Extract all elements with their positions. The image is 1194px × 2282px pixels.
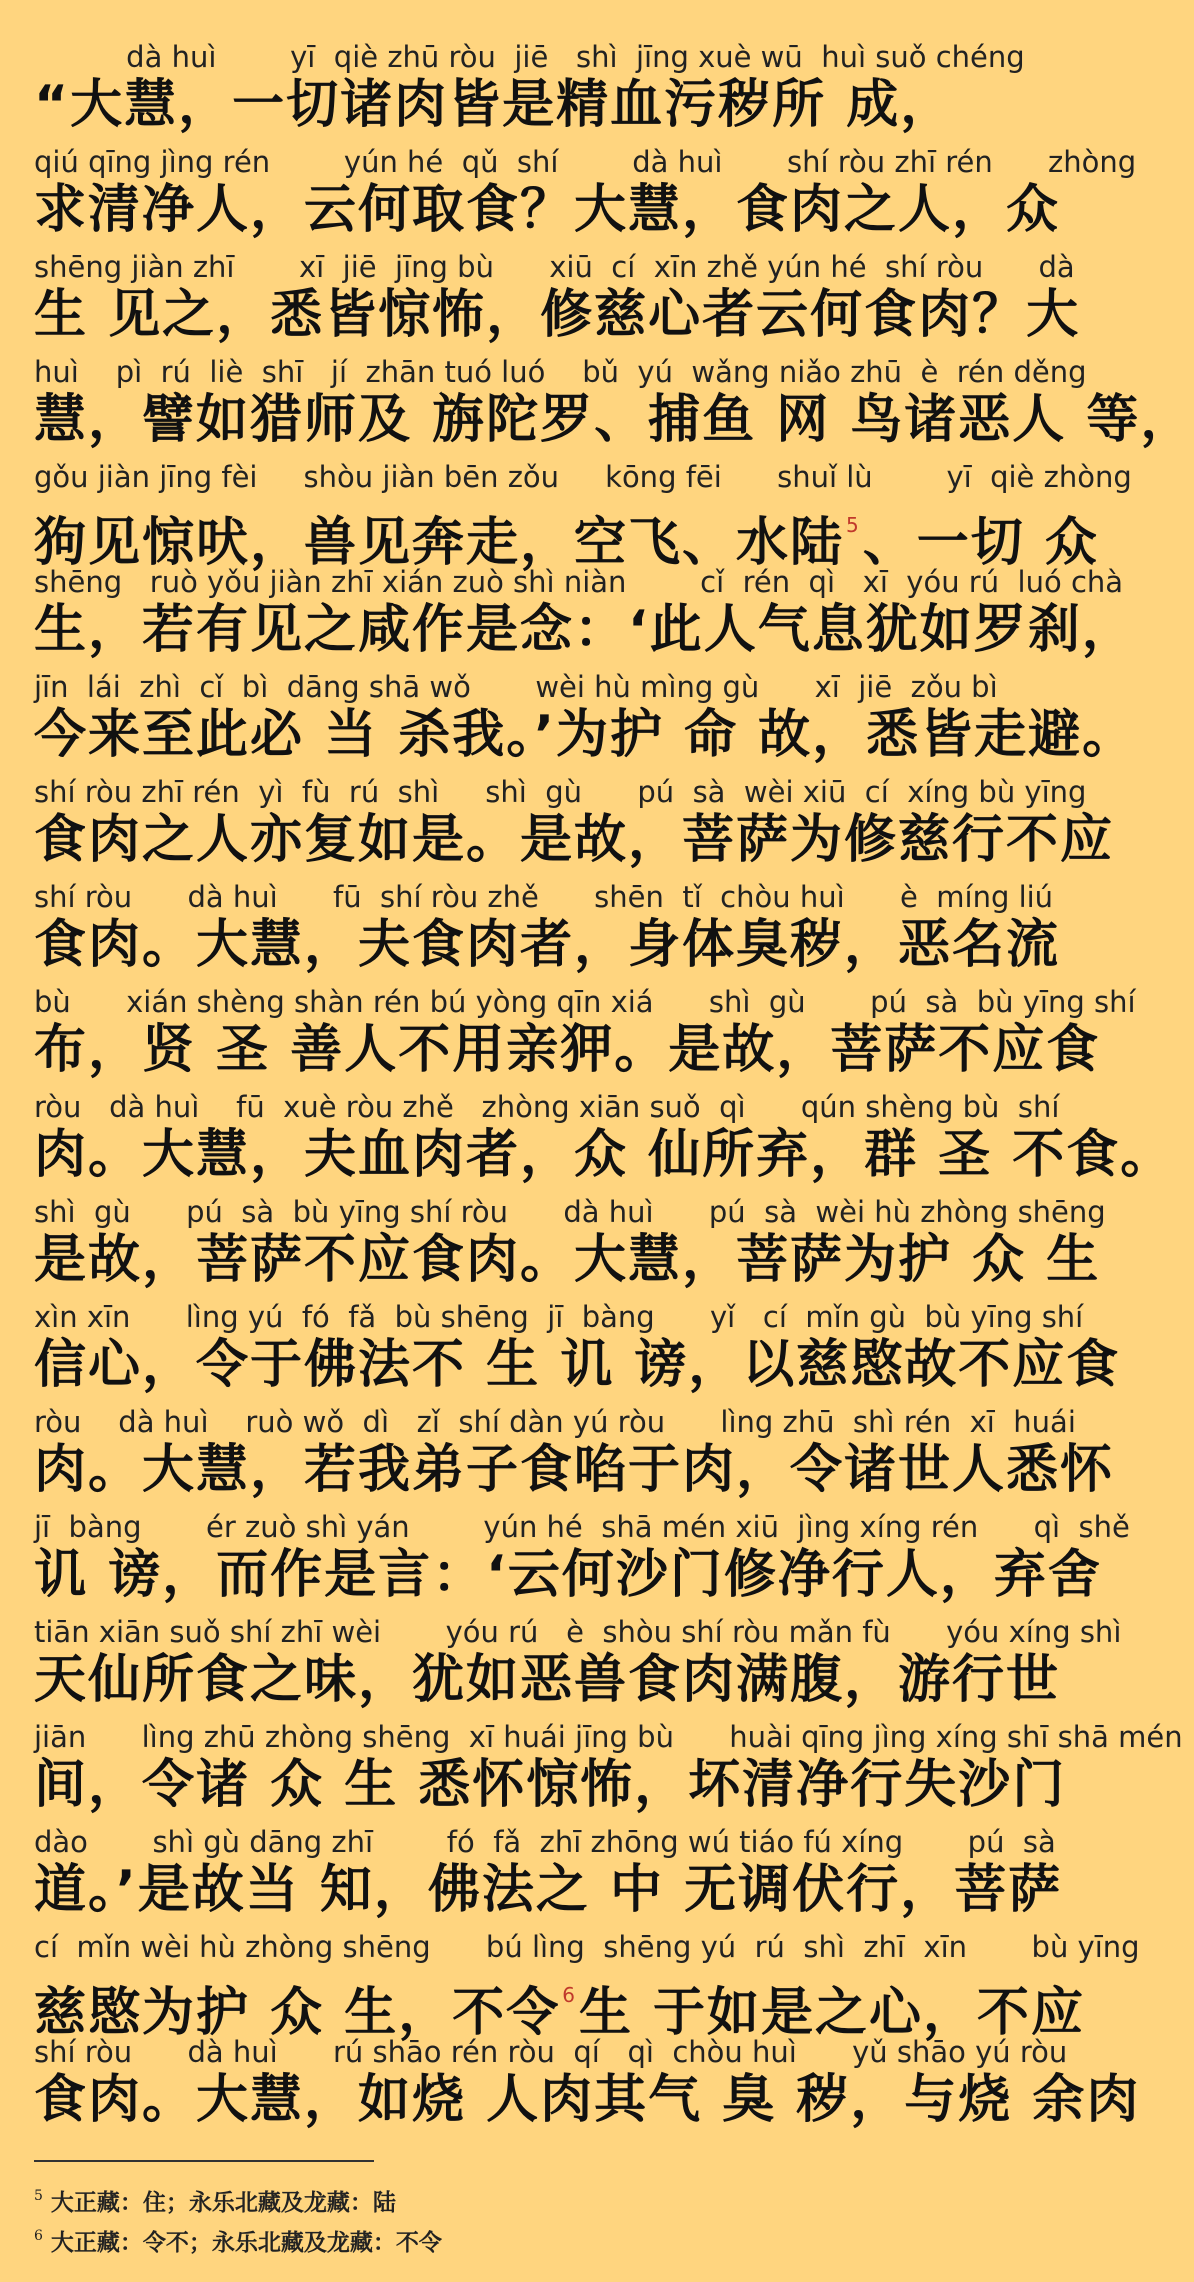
pinyin-row: xìn xīn lìng yú fó fǎ bù shēng jī bàng yǐ cí mǐn gù bù yīng shí [34,1300,1084,1334]
verse-line [34,250,1081,355]
hanzi-text: 生，若有见之咸作是念：‘此人气息犹如罗刹， [34,600,1136,660]
pinyin-row: bù xián shèng shàn rén bú yòng qīn xiá shì gù pú sà bù yīng shí [34,985,1136,1019]
verse-line [34,1300,1121,1405]
hanzi-row [34,1754,1067,1816]
pinyin-row: jī bàng ér zuò shì yán yún hé shā mén xiū jìng xíng rén qì shě [34,1510,1130,1544]
pinyin-row: cí mǐn wèi hù zhòng shēng bú lìng shēng yú rú shì zhī xīn bù yīng [34,1930,1140,1964]
footnote-5 [34,2176,1034,2216]
footnote-text: 大正藏：令不；永乐北藏及龙藏：不令 [50,2229,442,2256]
hanzi-row [34,1019,1101,1081]
verse-line [34,2035,1141,2140]
hanzi-row [34,599,1136,661]
verse-line [34,880,1061,985]
verse-line [34,40,1054,145]
hanzi-text-tail: 生 于如是之心，不应 [578,1983,1086,2043]
verse-line [34,355,1194,460]
hanzi-text: 生 见之，悉皆惊怖，修慈心者云何食肉？大 [34,285,1081,345]
hanzi-text-tail: 、一切 众 [862,513,1099,573]
footnote-divider [34,2160,374,2162]
hanzi-row [34,809,1115,871]
verse-line [34,985,1136,1090]
pinyin-row: shēng jiàn zhī xī jiē jīng bù xiū cí xīn zhě yún hé shí ròu dà [34,250,1075,284]
footnotes [34,2160,1034,2256]
verse-line [34,670,1137,775]
hanzi-text: 布，贤 圣 善人不用亲狎。是故，菩萨不应食 [34,1020,1101,1080]
hanzi-row [34,914,1061,976]
pinyin-row: gǒu jiàn jīng fèi shòu jiàn bēn zǒu kōng fēi shuǐ lù yī qiè zhòng [34,460,1132,494]
pinyin-row: ròu dà huì ruò wǒ dì zǐ shí dàn yú ròu lìng zhū shì rén xī huái [34,1405,1076,1439]
verse-line [34,1195,1106,1300]
hanzi-row [34,1124,1175,1186]
pinyin-row: jīn lái zhì cǐ bì dāng shā wǒ wèi hù mìng gù xī jiē zǒu bì [34,670,998,704]
pinyin-row: ròu dà huì fū xuè ròu zhě zhòng xiān suǒ qì qún shèng bù shí [34,1090,1060,1124]
footnote-mark: 5 [34,2188,43,2204]
hanzi-text: 天仙所食之味，犹如恶兽食肉满腹，游行世 [34,1650,1061,1710]
footnote-6 [34,2216,1034,2256]
hanzi-text: 间，令诸 众 生 悉怀惊怖，坏清净行失沙门 [34,1755,1067,1815]
hanzi-row [34,1334,1121,1396]
hanzi-text: “大慧，一切诸肉皆是精血污秽所 成， [34,75,955,135]
hanzi-row [34,74,1054,136]
pinyin-row: shí ròu dà huì fū shí ròu zhě shēn tǐ chòu huì è míng liú [34,880,1054,914]
verse-line [34,1825,1063,1930]
footnote-text: 大正藏：住；永乐北藏及龙藏：陆 [50,2189,396,2216]
hanzi-text: 信心，令于佛法不 生 讥 谤，以慈愍故不应食 [34,1335,1121,1395]
verse-line [34,1405,1115,1510]
hanzi-row [34,1229,1101,1291]
hanzi-text: 今来至此必 当 杀我。’为护 命 故，悉皆走避。 [34,705,1137,765]
hanzi-row [34,1439,1115,1501]
hanzi-row [34,1964,1086,2043]
hanzi-row [34,179,1061,241]
verse-line [34,565,1136,670]
hanzi-row [34,1859,1063,1921]
pinyin-row: shí ròu dà huì rú shāo rén ròu qí qì chòu huì yǔ shāo yú ròu [34,2035,1068,2069]
verse-line [34,1720,1183,1825]
footnote-reference: 5 [846,513,861,537]
verse-line [34,1615,1122,1720]
verse-line [34,1090,1175,1195]
pinyin-row: shì gù pú sà bù yīng shí ròu dà huì pú sà wèi hù zhòng shēng [34,1195,1106,1229]
pinyin-row: tiān xiān suǒ shí zhī wèi yóu rú è shòu shí ròu mǎn fù yóu xíng shì [34,1615,1122,1649]
pinyin-row: qiú qīng jìng rén yún hé qǔ shí dà huì shí ròu zhī rén zhòng [34,145,1137,179]
hanzi-text: 肉。大慧，若我弟子食啗于肉，令诸世人悉怀 [34,1440,1115,1500]
verse-line [34,1930,1140,2043]
hanzi-text: 狗见惊吠，兽见奔走，空飞、水陆 [34,513,845,573]
hanzi-text: 慧，譬如猎师及 旃陀罗、捕鱼 网 鸟诸恶人 等， [34,390,1194,450]
hanzi-text: 求清净人，云何取食？大慧，食肉之人，众 [34,180,1061,240]
verse-line [34,1510,1130,1615]
hanzi-text: 慈愍为护 众 生，不令 [34,1983,561,2043]
pinyin-row: huì pì rú liè shī jí zhān tuó luó bǔ yú wǎng niǎo zhū è rén děng [34,355,1087,389]
hanzi-row [34,2069,1141,2131]
hanzi-text: 道。’是故当 知，佛法之 中 无调伏行，菩萨 [34,1860,1063,1920]
hanzi-text: 是故，菩萨不应食肉。大慧，菩萨为护 众 生 [34,1230,1101,1290]
hanzi-text: 食肉之人亦复如是。是故，菩萨为修慈行不应 [34,810,1115,870]
hanzi-text: 讥 谤，而作是言：‘云何沙门修净行人，弃舍 [34,1545,1102,1605]
pinyin-row: dào shì gù dāng zhī fó fǎ zhī zhōng wú tiáo fú xíng pú sà [34,1825,1056,1859]
pinyin-row: shí ròu zhī rén yì fù rú shì shì gù pú sà wèi xiū cí xíng bù yīng [34,775,1087,809]
pinyin-row: dà huì yī qiè zhū ròu jiē shì jīng xuè wū huì suǒ chéng [34,40,1025,74]
footnote-reference: 6 [562,1983,577,2007]
hanzi-text: 肉。大慧，夫血肉者，众 仙所弃，群 圣 不食。 [34,1125,1175,1185]
hanzi-row [34,494,1099,573]
pinyin-row: shēng ruò yǒu jiàn zhī xián zuò shì niàn cǐ rén qì xī yóu rú luó chà [34,565,1124,599]
verse-line [34,775,1115,880]
verse-line [34,460,1132,573]
hanzi-row [34,1649,1061,1711]
verse-line [34,145,1137,250]
hanzi-text: 食肉。大慧，如烧 人肉其气 臭 秽，与烧 余肉 [34,2070,1141,2130]
hanzi-row [34,1544,1102,1606]
hanzi-row [34,389,1194,451]
scripture-text [34,40,1194,2140]
pinyin-row: jiān lìng zhū zhòng shēng xī huái jīng bù huài qīng jìng xíng shī shā mén [34,1720,1183,1754]
hanzi-row [34,704,1137,766]
hanzi-text: 食肉。大慧，夫食肉者，身体臭秽，恶名流 [34,915,1061,975]
hanzi-row [34,284,1081,346]
footnote-mark: 6 [34,2228,43,2244]
